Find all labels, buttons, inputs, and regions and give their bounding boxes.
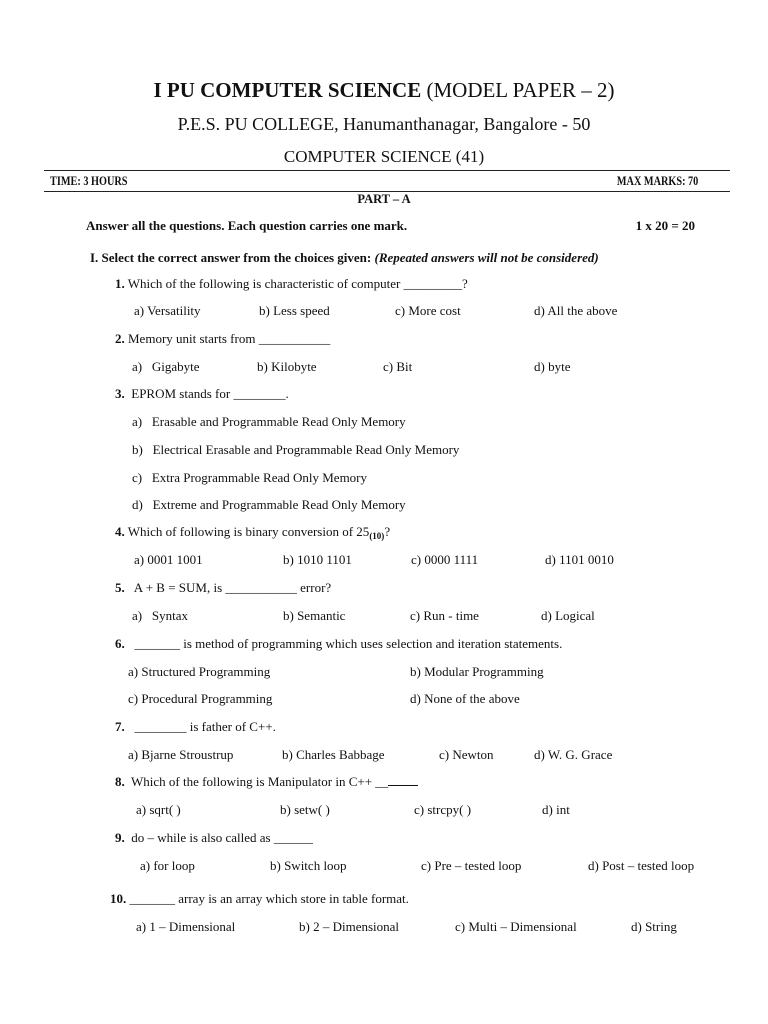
option-5d: d) Logical	[541, 608, 595, 623]
option-9d: d) Post – tested loop	[588, 858, 695, 873]
option-4d: d) 1101 0010	[545, 552, 614, 567]
option-4a: a) 0001 1001	[134, 552, 203, 567]
question-text: Which of the following is Manipulator in C++ __	[128, 774, 389, 789]
option-7a: a) Bjarne Stroustrup	[128, 747, 234, 762]
question-number: 5.	[115, 580, 125, 595]
subject-title: COMPUTER SCIENCE (41)	[283, 147, 485, 166]
paper-title	[0, 78, 768, 103]
question-10	[110, 891, 409, 907]
question-number: 6.	[115, 636, 125, 651]
question-1	[115, 276, 468, 292]
question-text: _______ is method of programming which uses selection and iteration statements.	[128, 636, 563, 651]
option-9b: b) Switch loop	[270, 858, 347, 873]
option-2b: b) Kilobyte	[257, 359, 317, 374]
question-6	[115, 636, 562, 652]
question-text: A + B = SUM, is ___________ error?	[128, 580, 332, 595]
question-8	[115, 774, 418, 790]
option-6d: d) None of the above	[410, 691, 520, 706]
option-10b: b) 2 – Dimensional	[299, 919, 400, 934]
option-8b: b) setw( )	[280, 802, 330, 817]
option-9a: a) for loop	[140, 858, 195, 873]
section-heading	[90, 250, 599, 266]
question-text: Memory unit starts from ___________	[128, 331, 331, 346]
option-1c: c) More cost	[395, 303, 461, 318]
paper-title-suffix: (MODEL PAPER – 2)	[426, 78, 615, 102]
option-10c: c) Multi – Dimensional	[455, 919, 577, 934]
question-number: 1.	[115, 276, 125, 291]
question-3	[115, 386, 289, 402]
option-2a: a) Gigabyte	[132, 359, 200, 374]
option-6c: c) Procedural Programming	[128, 691, 273, 706]
option-8d: d) int	[542, 802, 570, 817]
option-8c: c) strcpy( )	[414, 802, 472, 817]
max-marks-label: MAX MARKS: 70	[616, 174, 698, 188]
question-text-end: ?	[384, 524, 391, 539]
option-3c: c) Extra Programmable Read Only Memory	[132, 470, 368, 485]
option-5c: c) Run - time	[410, 608, 479, 623]
option-2d: d) byte	[534, 359, 571, 374]
question-number: 2.	[115, 331, 125, 346]
option-10a: a) 1 – Dimensional	[136, 919, 236, 934]
option-6b: b) Modular Programming	[410, 664, 544, 679]
time-label: TIME: 3 HOURS	[50, 174, 128, 188]
option-4b: b) 1010 1101	[283, 552, 352, 567]
option-3a: a) Erasable and Programmable Read Only Memory	[132, 414, 406, 429]
option-2c: c) Bit	[383, 359, 413, 374]
section-label: I. Select the correct answer from the choices given:	[90, 250, 372, 265]
base-subscript: (10)	[369, 531, 385, 541]
option-9c: c) Pre – tested loop	[421, 858, 522, 873]
question-number: 10.	[110, 891, 127, 906]
college-name: P.E.S. PU COLLEGE, Hanumanthanagar, Bangalore - 50	[177, 114, 591, 134]
option-7b: b) Charles Babbage	[282, 747, 385, 762]
paper-title-bold: I PU COMPUTER SCIENCE	[153, 78, 422, 102]
marks-scheme: 1 x 20 = 20	[635, 218, 695, 233]
option-4c: c) 0000 1111	[411, 552, 479, 567]
option-6a: a) Structured Programming	[128, 664, 271, 679]
option-8a: a) sqrt( )	[136, 802, 181, 817]
question-number: 7.	[115, 719, 125, 734]
question-number: 8.	[115, 774, 125, 789]
question-text: Which of following is binary conversion of 25	[127, 524, 370, 539]
option-3b: b) Electrical Erasable and Programmable Read Only Memory	[132, 442, 460, 457]
question-4	[115, 524, 390, 541]
header-top-divider	[44, 170, 730, 171]
option-1a: a) Versatility	[134, 303, 201, 318]
question-2	[115, 331, 330, 347]
question-text: Which of the following is characteristic of computer _________?	[127, 276, 468, 291]
question-7	[115, 719, 276, 735]
option-10d: d) String	[631, 919, 677, 934]
question-text: do – while is also called as ______	[128, 830, 313, 845]
option-3d: d) Extreme and Programmable Read Only Memory	[132, 497, 406, 512]
question-number: 3.	[115, 386, 125, 401]
section-note: (Repeated answers will not be considered)	[374, 250, 599, 265]
question-text: ________ is father of C++.	[128, 719, 276, 734]
question-5	[115, 580, 331, 596]
option-1b: b) Less speed	[259, 303, 330, 318]
question-text: EPROM stands for ________.	[128, 386, 289, 401]
question-text: _______ array is an array which store in table format.	[129, 891, 409, 906]
answer-blank	[388, 775, 418, 786]
option-7c: c) Newton	[439, 747, 494, 762]
option-5b: b) Semantic	[283, 608, 346, 623]
part-heading: PART – A	[357, 192, 411, 206]
option-1d: d) All the above	[534, 303, 618, 318]
question-number: 9.	[115, 830, 125, 845]
instruction-text: Answer all the questions. Each question carries one mark.	[86, 218, 408, 233]
option-5a: a) Syntax	[132, 608, 188, 623]
question-number: 4.	[115, 524, 125, 539]
question-9	[115, 830, 313, 846]
option-7d: d) W. G. Grace	[534, 747, 613, 762]
